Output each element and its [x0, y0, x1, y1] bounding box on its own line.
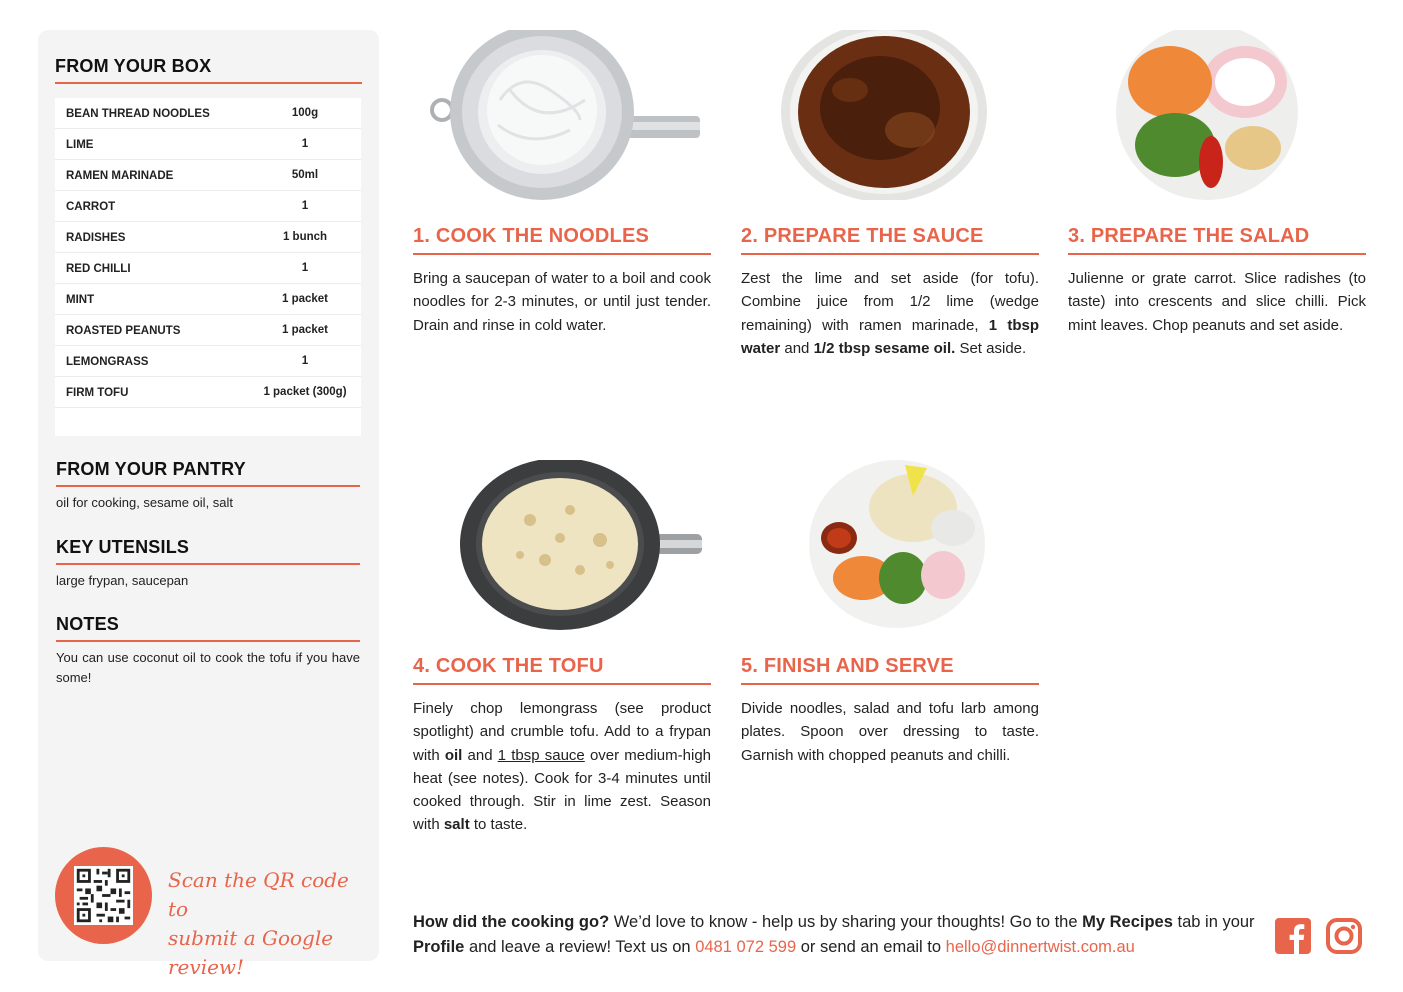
step-5-text — [741, 697, 1039, 767]
step-1-text — [413, 267, 711, 337]
ingredient-row — [55, 98, 361, 129]
from-your-pantry-heading: FROM YOUR PANTRY — [56, 459, 246, 479]
step-3-text — [1068, 267, 1366, 337]
step-text-bold: 1/2 tbsp sesame oil. — [813, 339, 956, 357]
ingredient-row — [55, 191, 361, 222]
noodles-strainer-photo — [420, 30, 702, 200]
instagram-icon[interactable] — [1326, 918, 1362, 954]
step-text-bold: 1 tbsp water — [741, 316, 1039, 357]
step-rule — [1068, 253, 1366, 255]
step-text-part: and — [462, 746, 498, 764]
step-2-text — [741, 267, 1039, 360]
step-5-title: 5. FINISH AND SERVE — [741, 655, 954, 677]
step-text-part: Set aside. — [955, 339, 1027, 357]
ingredient-name: RADISHES — [66, 232, 126, 244]
ingredient-qty: 1 — [301, 262, 309, 274]
qr-review-text — [168, 866, 368, 982]
facebook-icon[interactable] — [1275, 918, 1311, 954]
qr-text-line: submit a Google review! — [168, 926, 334, 979]
step-4-text — [413, 697, 711, 837]
heading-rule — [55, 82, 362, 84]
footer-text-part: or send an email to — [796, 938, 946, 956]
ingredient-row — [55, 315, 361, 346]
ingredients-table — [55, 98, 361, 436]
from-your-box-heading: FROM YOUR BOX — [55, 56, 212, 76]
footer-text-part: and leave a review! Text us on — [464, 938, 696, 956]
ingredient-row — [55, 253, 361, 284]
ingredient-name: RAMEN MARINADE — [66, 170, 174, 182]
salad-plate-photo — [1115, 30, 1300, 200]
step-text-part: Divide noodles, salad and tofu larb among plates. Spoon over dressing to taste. Garnish with chopped peanuts and chilli. — [741, 700, 1039, 764]
step-text-part: Zest the lime and set aside (for tofu). Combine juice from 1/2 lime (wedge remaining) with ramen marinade, — [741, 270, 1039, 334]
email-link[interactable]: hello@dinnertwist.com.au — [945, 938, 1135, 956]
my-recipes-label: My Recipes — [1082, 913, 1173, 931]
ingredient-row — [55, 284, 361, 315]
step-rule — [741, 253, 1039, 255]
ingredient-name: RED CHILLI — [66, 263, 131, 275]
qr-code-icon — [74, 866, 133, 925]
phone-link[interactable]: 0481 072 599 — [695, 938, 797, 956]
ingredient-qty: 1 packet — [281, 324, 329, 336]
finished-dish-photo — [805, 460, 987, 630]
step-text-part: Finely chop lemongrass (see product spotlight) and crumble tofu. Add to a frypan with — [413, 700, 711, 764]
sauce-bowl-photo — [780, 30, 988, 200]
step-2-title: 2. PREPARE THE SAUCE — [741, 225, 984, 247]
qr-text-line: Scan the QR code to — [168, 868, 349, 921]
step-text-bold: oil — [444, 746, 463, 764]
ingredient-name: ROASTED PEANUTS — [66, 325, 181, 337]
ingredient-qty: 1 — [301, 200, 309, 212]
ingredient-name: LEMONGRASS — [66, 356, 149, 368]
review-footer — [413, 910, 1263, 960]
footer-text-part: tab in your — [1172, 913, 1255, 931]
step-3-title: 3. PREPARE THE SALAD — [1068, 225, 1310, 247]
ingredient-row — [55, 160, 361, 191]
step-text-underline: 1 tbsp sauce — [497, 746, 585, 764]
ingredient-qty: 100g — [291, 107, 319, 119]
ingredient-qty: 1 — [301, 138, 309, 150]
footer-question: How did the cooking go? — [413, 913, 610, 931]
qr-code-badge[interactable] — [55, 847, 152, 944]
ingredient-qty: 1 bunch — [282, 231, 328, 243]
ingredient-name: MINT — [66, 294, 95, 306]
utensils-text: large frypan, saucepan — [56, 573, 189, 588]
heading-rule — [56, 485, 360, 487]
ingredient-qty: 1 packet (300g) — [263, 386, 347, 398]
step-1-title: 1. COOK THE NOODLES — [413, 225, 650, 247]
ingredient-qty: 1 packet — [281, 293, 329, 305]
step-rule — [413, 683, 711, 685]
ingredient-row — [55, 222, 361, 253]
step-text-part: Julienne or grate carrot. Slice radishes (to taste) into crescents and slice chilli. Pick mint leaves. Chop peanuts and set aside. — [1068, 270, 1366, 334]
step-text-part: Bring a saucepan of water to a boil and cook noodles for 2-3 minutes, or until just tender. Drain and rinse in cold water. — [413, 270, 711, 334]
heading-rule — [56, 640, 360, 642]
ingredient-row — [55, 377, 361, 408]
ingredient-name: LIME — [66, 139, 94, 151]
ingredient-qty: 1 — [301, 355, 309, 367]
step-4-title: 4. COOK THE TOFU — [413, 655, 604, 677]
ingredient-qty: 50ml — [291, 169, 319, 181]
key-utensils-heading: KEY UTENSILS — [56, 537, 190, 557]
ingredient-row — [55, 346, 361, 377]
notes-heading: NOTES — [56, 614, 120, 634]
step-text-part: and — [780, 339, 814, 357]
notes-text: You can use coconut oil to cook the tofu if you have some! — [56, 650, 360, 685]
footer-text-part: We’d love to know - help us by sharing your thoughts! Go to the — [609, 913, 1083, 931]
ingredient-name: BEAN THREAD NOODLES — [66, 108, 210, 120]
tofu-frypan-photo — [460, 460, 702, 630]
step-text-bold: salt — [443, 816, 470, 834]
heading-rule — [56, 563, 360, 565]
profile-label: Profile — [413, 938, 465, 956]
ingredient-name: FIRM TOFU — [66, 387, 129, 399]
step-rule — [413, 253, 711, 255]
ingredient-name: CARROT — [66, 201, 116, 213]
step-text-part: over medium-high heat (see notes). Cook for 3-4 minutes until cooked through. Stir in lime zest. Season with — [413, 746, 711, 834]
step-text-part: to taste. — [469, 816, 528, 834]
step-rule — [741, 683, 1039, 685]
pantry-text: oil for cooking, sesame oil, salt — [56, 495, 234, 510]
ingredient-row — [55, 129, 361, 160]
